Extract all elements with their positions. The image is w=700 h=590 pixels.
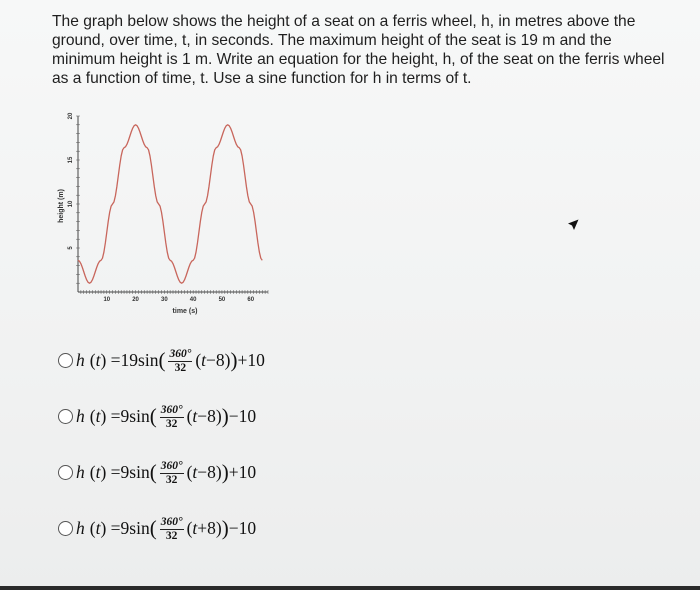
height-curve-line: [78, 125, 262, 283]
shift-sign: +: [197, 517, 208, 538]
vertical-shift: 10: [238, 517, 257, 538]
var-t: t: [95, 461, 101, 482]
var-h: h: [76, 517, 85, 538]
vertical-shift: 10: [238, 405, 257, 426]
radio-unchecked-icon[interactable]: [58, 521, 73, 536]
x-tick-label: 30: [161, 297, 168, 303]
x-tick-label: 50: [218, 297, 226, 303]
phase-shift: 8: [207, 461, 216, 482]
var-h: h: [76, 349, 85, 370]
shift-sign: −: [197, 461, 208, 482]
x-tick-label: 60: [247, 297, 255, 303]
sin-function: sin: [138, 349, 159, 370]
sin-function: sin: [129, 461, 150, 482]
fraction-denominator: 32: [165, 417, 178, 430]
fraction-denominator: 32: [165, 529, 178, 542]
var-t: t: [201, 349, 207, 370]
equals-sign: =: [110, 461, 121, 482]
vertical-sign: +: [228, 461, 239, 482]
radio-unchecked-icon[interactable]: [58, 353, 73, 368]
x-tick-label: 20: [132, 297, 139, 303]
mouse-pointer-arrow-icon: [567, 219, 579, 231]
equation-4: h ( t ) = 9 sin ( $\frac{360^\circ}{32}$ ( t + 8 ) ) − 10: [76, 515, 257, 542]
question-text: The graph below shows the height of a seat on a ferris wheel, h, in metres above the ground, over time, t, in seconds. The maximum height of the seat is 19 m and the minimum height is 1 m. Write an equation for the height, h, of the seat on the ferris wheel as a function of time, t. Use a sine function for h in terms of t.: [52, 13, 665, 87]
fraction-numerator: 360°: [160, 403, 183, 416]
y-axis-label: height (m): [58, 189, 65, 223]
amplitude: 9: [120, 517, 130, 538]
equals-sign: =: [110, 517, 121, 538]
vertical-shift: 10: [247, 349, 265, 370]
equation-2: h ( t ) = 9 sin ( $\frac{360^\circ}{32}$ ( t − 8 ) ) − 10: [76, 403, 257, 430]
fraction: [160, 461, 184, 486]
fraction-denominator: 32: [165, 473, 178, 486]
answer-option-2[interactable]: [58, 399, 256, 433]
equals-sign: =: [110, 405, 121, 426]
vertical-sign: −: [228, 405, 239, 426]
vertical-shift: 10: [238, 461, 257, 482]
var-t: t: [95, 517, 101, 538]
var-t: t: [192, 461, 198, 482]
var-h: h: [76, 461, 85, 482]
sin-function: sin: [129, 517, 150, 538]
phase-shift: 8: [207, 405, 216, 426]
amplitude: 9: [120, 461, 130, 482]
vertical-sign: −: [228, 517, 239, 538]
fraction-denominator: 32: [174, 361, 187, 374]
phase-shift: 8: [215, 349, 225, 370]
vertical-sign: +: [237, 349, 248, 370]
y-tick-label: 20: [68, 112, 74, 120]
amplitude: 9: [120, 405, 130, 426]
answer-option-4[interactable]: [58, 511, 256, 545]
fraction: [160, 517, 184, 542]
y-tick-label: 5: [68, 246, 74, 250]
var-t: t: [95, 349, 101, 370]
radio-unchecked-icon[interactable]: [58, 409, 73, 424]
var-t: t: [192, 517, 198, 538]
var-t: t: [192, 405, 198, 426]
fraction: [168, 349, 192, 374]
ferris-wheel-graph: [54, 106, 274, 326]
fraction-numerator: 360°: [160, 459, 183, 472]
x-tick-label: 10: [103, 297, 111, 303]
phase-shift: 8: [207, 517, 216, 538]
x-axis-label: time (s): [172, 308, 198, 315]
equation-3: h ( t ) = 9 sin ( $\frac{360^\circ}{32}$ ( t − 8 ) ) + 10: [76, 459, 257, 486]
shift-sign: −: [206, 349, 216, 370]
fraction: [160, 405, 184, 430]
sin-function: sin: [129, 405, 150, 426]
shift-sign: −: [197, 405, 208, 426]
equals-sign: =: [110, 349, 121, 370]
amplitude: 19: [120, 349, 139, 370]
chart-svg: [54, 106, 274, 326]
var-h: h: [76, 405, 85, 426]
var-t: t: [95, 405, 101, 426]
y-tick-label: 15: [68, 156, 74, 164]
x-tick-label: 40: [189, 297, 197, 303]
radio-unchecked-icon[interactable]: [58, 465, 73, 480]
fraction-numerator: 360°: [160, 515, 183, 528]
bottom-edge-bar: [0, 586, 700, 590]
equation-1: h ( t ) = 19 sin ( $\frac{360^\circ}{32}$ ( t − 8 ) ) + 10: [76, 347, 265, 374]
y-tick-label: 10: [68, 200, 74, 208]
fraction-numerator: 360°: [169, 347, 192, 360]
answer-option-3[interactable]: [58, 455, 256, 489]
answer-option-1[interactable]: [58, 343, 265, 377]
